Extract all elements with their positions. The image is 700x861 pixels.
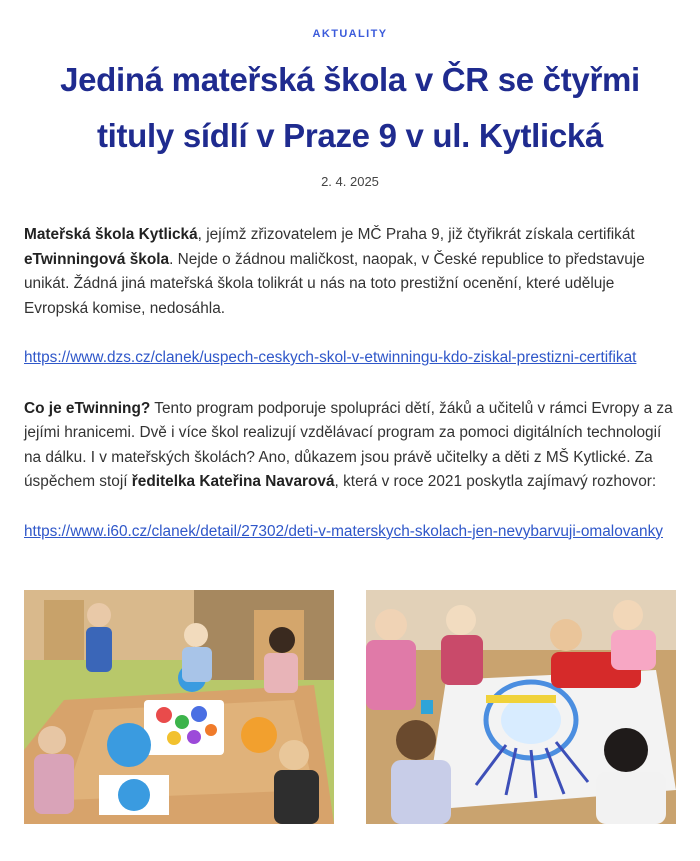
intro-text-1: , jejímž zřizovatelem je MČ Praha 9, již čtyřikrát získala certifikát bbox=[197, 226, 635, 243]
article-title: Jediná mateřská škola v ČR se čtyřmi tituly sídlí v Praze 9 v ul. Kytlická bbox=[60, 61, 640, 154]
dzs-article-link[interactable]: https://www.dzs.cz/clanek/uspech-ceskych-skol-v-etwinningu-kdo-ziskal-prestizni-certifikat bbox=[24, 349, 637, 366]
i60-interview-link[interactable]: https://www.i60.cz/clanek/detail/27302/deti-v-materskych-skolach-jen-nevybarvuji-omalovanky bbox=[24, 522, 663, 540]
certificate-name-bold: eTwinningová škola bbox=[24, 250, 170, 268]
children-painting-table-image bbox=[24, 590, 334, 824]
classroom-photo-1[interactable] bbox=[24, 590, 334, 824]
etwinning-text-1: Tento program podporuje spolupráci dětí, žáků a učitelů v rámci Evropy a za jejími hranicemi. Dvě i více škol realizují vzdělávací program za pomoci digitálních technologií na dálku. I v mateřských školách? Ano, důkazem jsou právě učitelky a děti z MŠ Kytlické. Za úspěchem stojí bbox=[24, 399, 673, 490]
article bbox=[0, 28, 700, 544]
school-name-bold: Mateřská škola Kytlická bbox=[24, 226, 198, 243]
children-drawing-floor-image bbox=[366, 590, 676, 824]
director-name-bold: ředitelka Kateřina Navarová bbox=[131, 473, 335, 490]
etwinning-question-bold: Co je eTwinning? bbox=[24, 399, 151, 417]
intro-paragraph bbox=[24, 223, 676, 321]
publish-date: 2. 4. 2025 bbox=[321, 174, 379, 189]
photo-gallery bbox=[24, 590, 676, 824]
etwinning-paragraph bbox=[24, 397, 676, 495]
etwinning-text-2: , která v roce 2021 poskytla zajímavý rozhovor: bbox=[334, 473, 657, 490]
category-label[interactable]: AKTUALITY bbox=[312, 28, 388, 40]
intro-text-2: . Nejde o žádnou maličkost, naopak, v České republice to představuje unikát. Žádná jiná mateřská škola tolikrát u nás na toto prestižní ocenění, které uděluje Evropská komise, nedosáhla. bbox=[24, 250, 645, 317]
classroom-photo-2[interactable] bbox=[366, 590, 676, 824]
